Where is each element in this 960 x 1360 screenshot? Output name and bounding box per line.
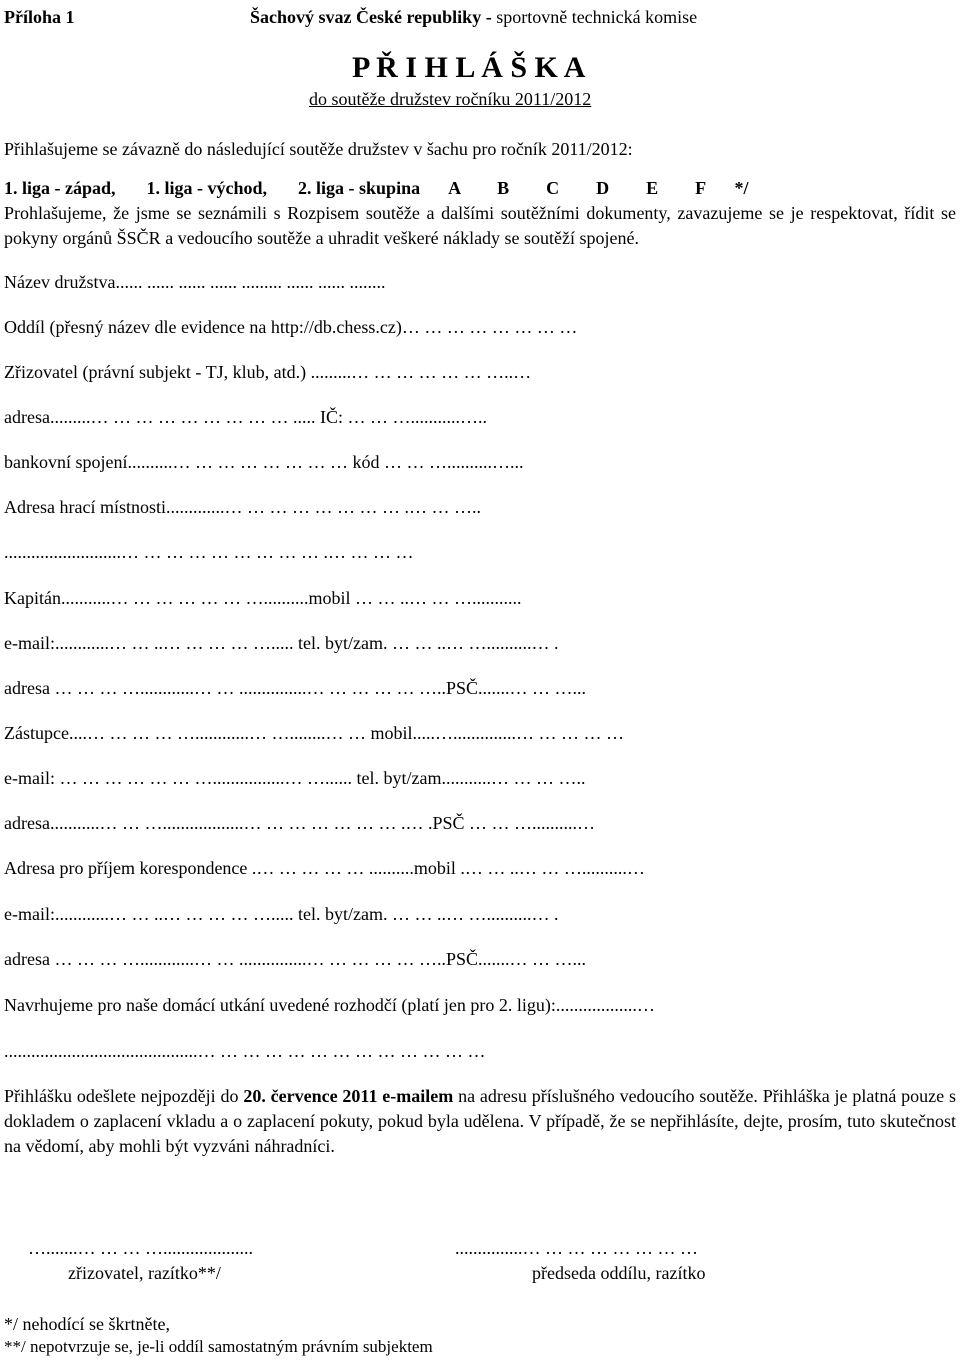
footnote-marker: */: [734, 178, 749, 198]
correspondence-field[interactable]: Adresa pro příjem korespondence .… … … … … ..........mobil .… … ..… … …..........…: [4, 858, 645, 878]
group-f[interactable]: F: [695, 178, 706, 198]
address-ico-field[interactable]: adresa.........… … … … … … … … … ..... IČ: … … …...........…..: [4, 407, 487, 427]
signature-line-founder[interactable]: ….......… … … …....................: [28, 1238, 253, 1258]
group-b[interactable]: B: [497, 178, 510, 198]
venue-address-field[interactable]: Adresa hrací místnosti.............… … … … … … … … .… … …..: [4, 497, 481, 517]
correspondence-email-field[interactable]: e-mail:............… … ..… … … … …..... tel. byt/zam. … … ..… …..........… .: [4, 904, 559, 924]
captain-email-field[interactable]: e-mail:............… … ..… … … … …..... tel. byt/zam. … … ..… …..........… .: [4, 633, 559, 653]
declaration-text: Prohlašujeme, že jsme se seznámili s Rozpisem soutěže a dalšími soutěžními dokumenty, zavazujeme se je respektovat, řídit se pokyny orgánů ŠSČR a vedoucího soutěže a uhradit veškeré náklady se soutěží spojené.: [4, 203, 956, 248]
note-rest: na adresu příslušného vedoucího soutěže. Přihláška je platná pouze s dokladem o zaplacení vkladu a o zaplacení pokuty, pokud byla udělena. V případě, že se nepřihlásíte, dejte, prosím, tuto skutečnost na vědomí, aby mohli být vyzváni náhradníci.: [4, 1086, 957, 1156]
organization-header: [250, 6, 697, 28]
signature-label-founder: zřizovatel, razítko**/: [68, 1263, 221, 1283]
signature-label-chair: předseda oddílu, razítko: [532, 1263, 706, 1283]
organization-committee: sportovně technická komise: [491, 7, 698, 27]
form-title: P Ř I H L Á Š K A: [352, 51, 586, 84]
captain-address-field[interactable]: adresa … … … …............… … ...............… … … … … …..PSČ.......… … …...: [4, 678, 586, 698]
league-option-west[interactable]: 1. liga - západ,: [4, 178, 116, 198]
footnote-2: **/ nepotvrzuje se, je-li oddíl samostatným právním subjektem: [4, 1337, 433, 1356]
note-start: Přihlášku odešlete nejpozději do: [4, 1086, 244, 1106]
league-options: [4, 177, 748, 199]
captain-field[interactable]: Kapitán...........… … … … … … …..........mobil … … ..… … …...........: [4, 588, 522, 608]
signature-line-chair[interactable]: ...............… … … … … … … …: [455, 1238, 698, 1258]
venue-address-continued[interactable]: ..........................… … … … … … … … … .… … … …: [4, 542, 414, 562]
group-e[interactable]: E: [646, 178, 659, 198]
form-subtitle: do soutěže družstev ročníku 2011/2012: [309, 89, 592, 109]
league-option-second[interactable]: 2. liga - skupina: [298, 178, 421, 198]
correspondence-address-field[interactable]: adresa … … … …............… … ...............… … … … … …..PSČ.......… … …...: [4, 949, 586, 969]
submission-note: [4, 1084, 956, 1159]
group-d[interactable]: D: [596, 178, 610, 198]
note-deadline: 20. července 2011 e-mailem: [243, 1086, 454, 1106]
intro-text: Přihlašujeme se závazně do následující soutěže družstev v šachu pro ročník 2011/2012:: [4, 139, 633, 159]
appendix-label: Příloha 1: [4, 7, 75, 27]
referees-field-continued[interactable]: ...........................................… … … … … … … … … … … … …: [4, 1041, 486, 1061]
organization-name: Šachový svaz České republiky -: [250, 7, 492, 27]
league-option-east[interactable]: 1. liga - východ,: [146, 178, 268, 198]
club-field[interactable]: Oddíl (přesný název dle evidence na http://db.chess.cz)… … … … … … … …: [4, 317, 578, 337]
group-a[interactable]: A: [448, 178, 461, 198]
deputy-address-field[interactable]: adresa...........… … …..................… … … … … … … .… .PSČ … … …..........…: [4, 813, 595, 833]
founder-field[interactable]: Zřizovatel (právní subjekt - TJ, klub, atd.) .........… … … … … … …..…: [4, 362, 532, 382]
deputy-email-field[interactable]: e-mail: … … … … … … …................… …...... tel. byt/zam...........… … … …..: [4, 768, 586, 788]
group-c[interactable]: C: [546, 178, 560, 198]
deputy-field[interactable]: Zástupce....… … … … …............… …........… … mobil.....…..............… … … … …: [4, 723, 624, 743]
team-name-field[interactable]: Název družstva...... ...... ...... ...... ......... ...... ...... ........: [4, 272, 386, 292]
bank-code-field[interactable]: bankovní spojení..........… … … … … … … … kód … … …..........…...: [4, 452, 524, 472]
referees-field[interactable]: Navrhujeme pro naše domácí utkání uvedené rozhodčí (platí jen pro 2. ligu):..................…: [4, 995, 655, 1015]
footnote-1: */ nehodící se škrtněte,: [4, 1314, 170, 1334]
